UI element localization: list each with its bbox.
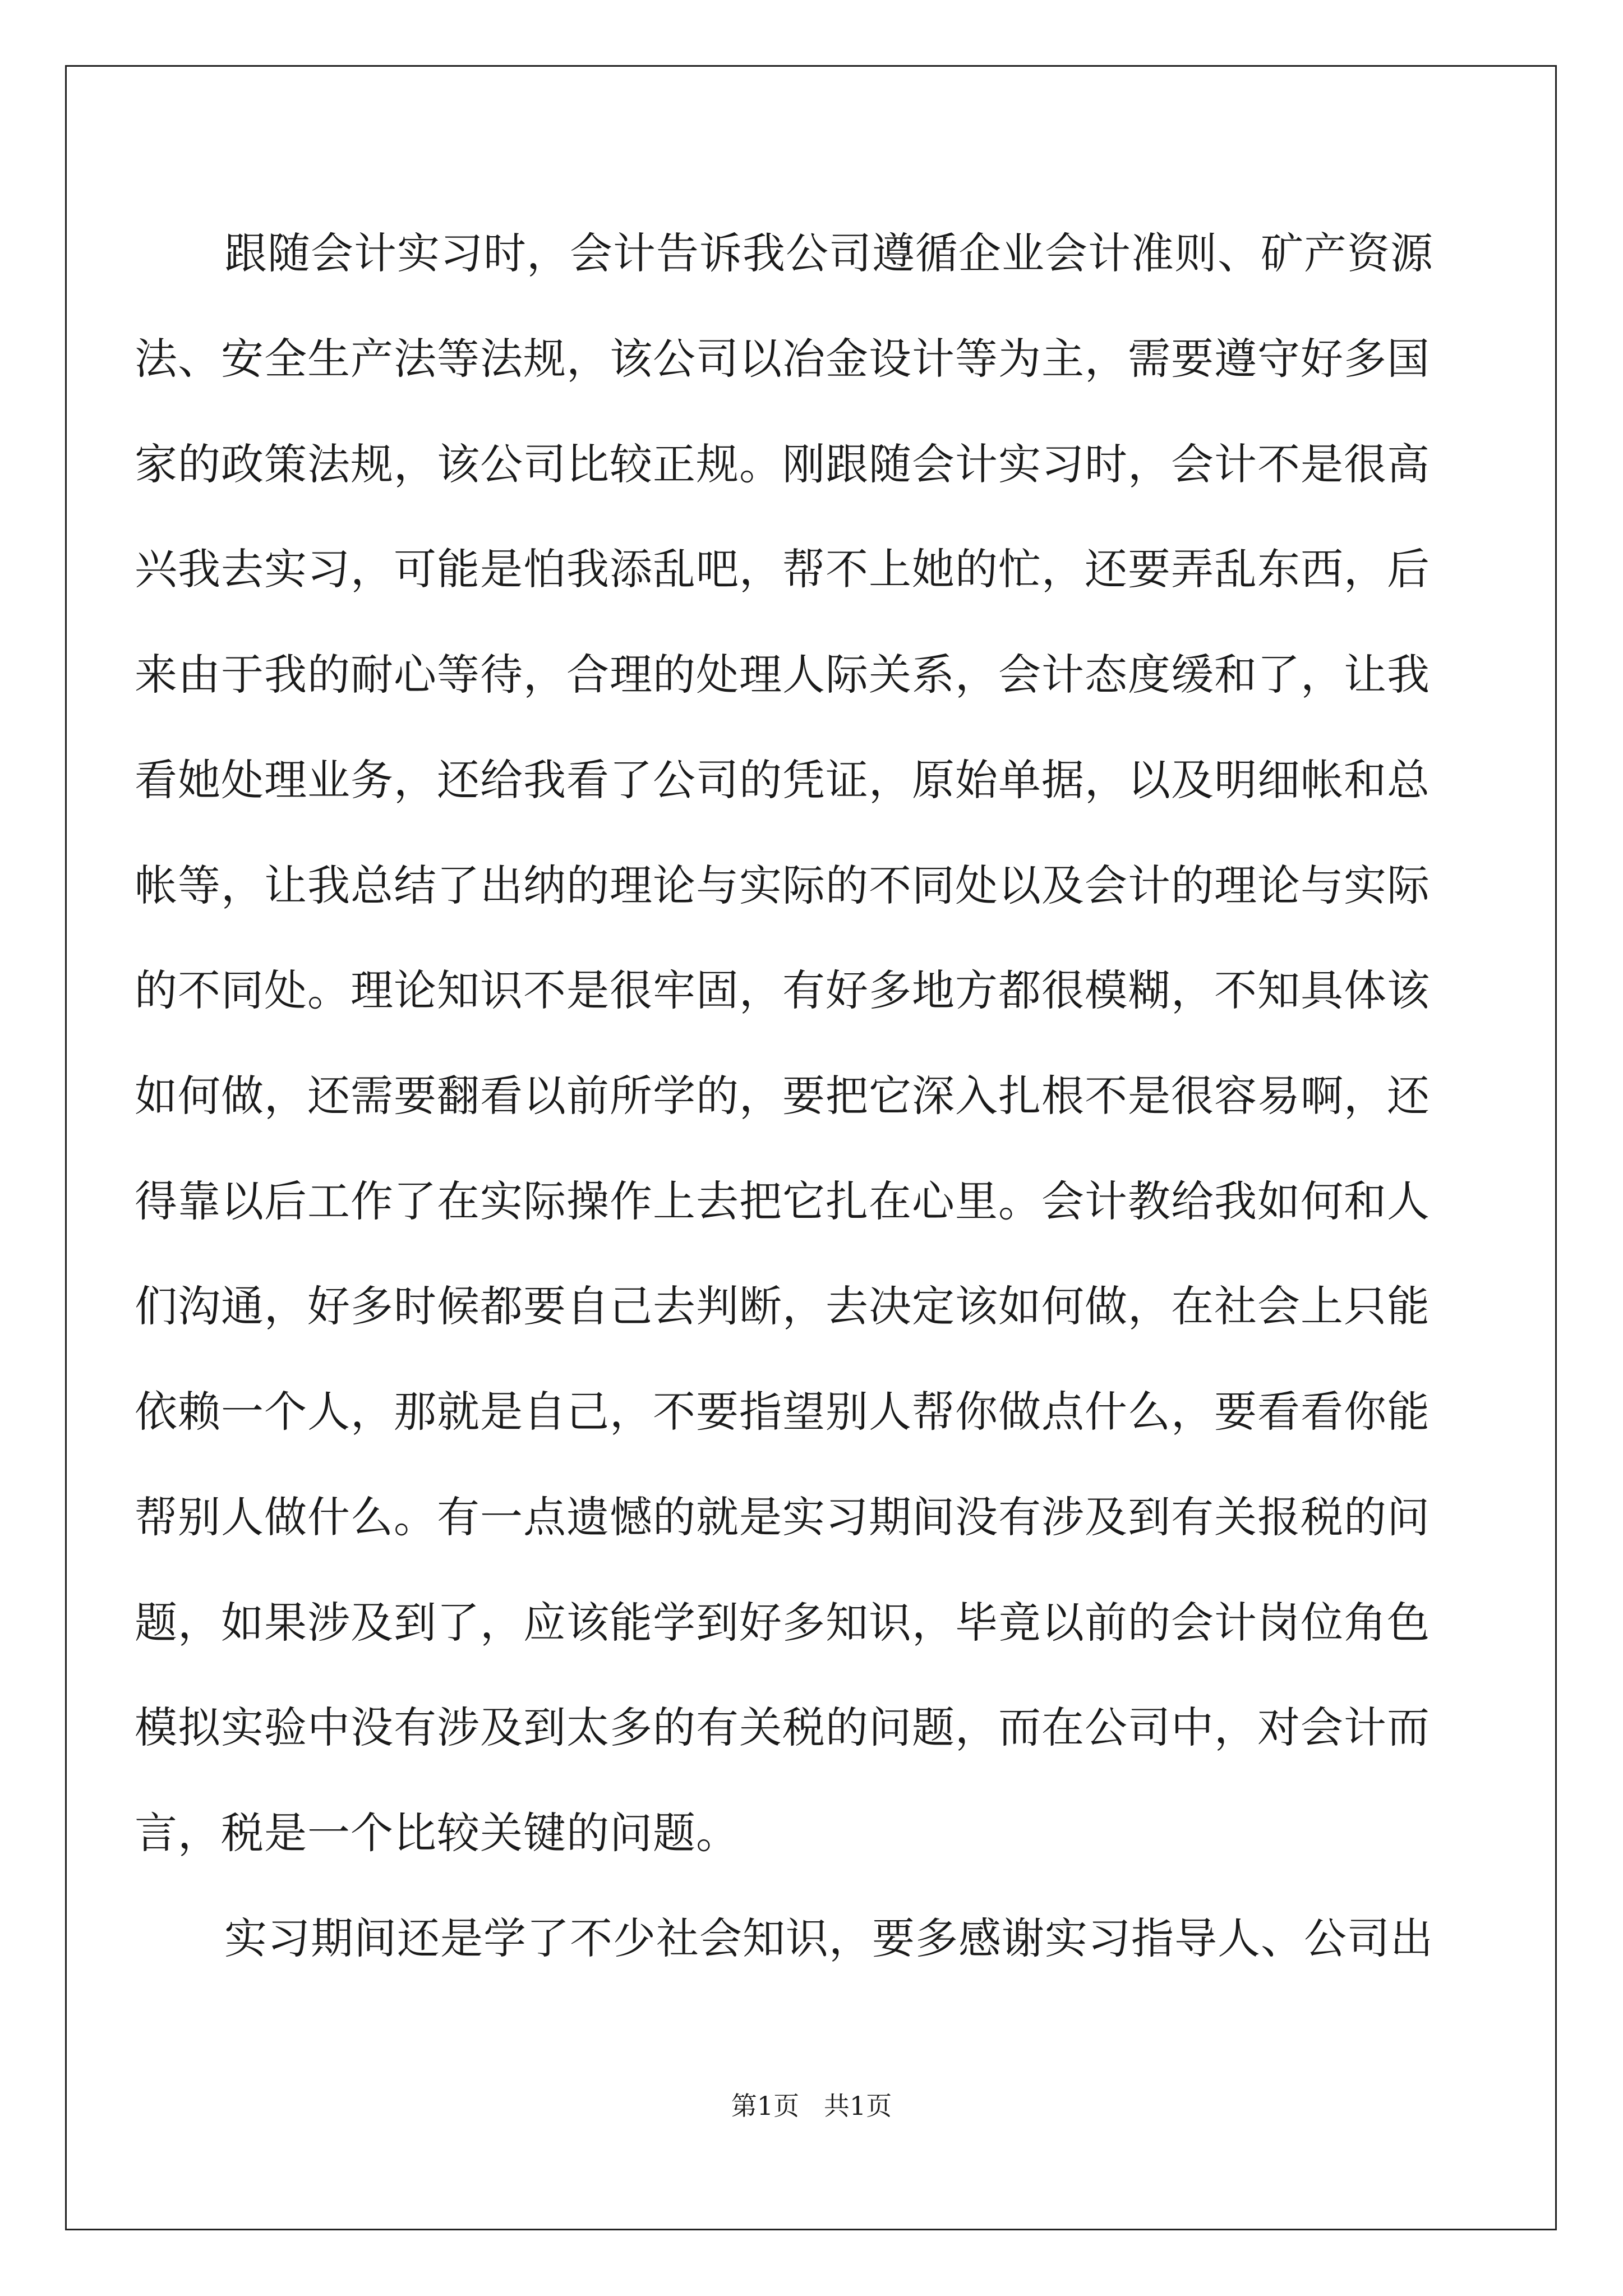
paragraph-1-line-8: 的不同处。理论知识不是很牢固，有好多地方都很模糊，不知具体该 bbox=[135, 965, 1430, 1015]
paragraph-1-line-15: 模拟实验中没有涉及到太多的有关税的问题，而在公司中，对会计而 bbox=[135, 1703, 1430, 1752]
paragraph-1-line-11: 们沟通，好多时候都要自己去判断，去决定该如何做，在社会上只能 bbox=[135, 1281, 1430, 1331]
paragraph-1-line-14: 题，如果涉及到了，应该能学到好多知识，毕竟以前的会计岗位角色 bbox=[135, 1598, 1430, 1648]
paragraph-1-line-13: 帮别人做什么。有一点遗憾的就是实习期间没有涉及到有关报税的问 bbox=[135, 1492, 1430, 1542]
paragraph-1-line-7: 帐等，让我总结了出纳的理论与实际的不同处以及会计的理论与实际 bbox=[135, 861, 1430, 910]
page-number-footer: 第1页 共1页 bbox=[731, 2091, 892, 2121]
paragraph-2-line-1: 实习期间还是学了不少社会知识，要多感谢实习指导人、公司出 bbox=[224, 1913, 1433, 1963]
paragraph-1-line-12: 依赖一个人，那就是自己，不要指望别人帮你做点什么，要看看你能 bbox=[135, 1387, 1430, 1437]
paragraph-1-line-4: 兴我去实习，可能是怕我添乱吧，帮不上她的忙，还要弄乱东西，后 bbox=[135, 544, 1430, 594]
paragraph-1-line-6: 看她处理业务，还给我看了公司的凭证，原始单据，以及明细帐和总 bbox=[135, 755, 1430, 805]
paragraph-1-line-10: 得靠以后工作了在实际操作上去把它扎在心里。会计教给我如何和人 bbox=[135, 1176, 1430, 1226]
paragraph-1-line-2: 法、安全生产法等法规，该公司以冶金设计等为主，需要遵守好多国 bbox=[135, 334, 1430, 384]
paragraph-1-line-16: 言，税是一个比较关键的问题。 bbox=[135, 1808, 739, 1858]
paragraph-1-line-9: 如何做，还需要翻看以前所学的，要把它深入扎根不是很容易啊，还 bbox=[135, 1071, 1430, 1121]
paragraph-1-line-3: 家的政策法规，该公司比较正规。刚跟随会计实习时，会计不是很高 bbox=[135, 439, 1430, 489]
paragraph-1-line-1: 跟随会计实习时，会计告诉我公司遵循企业会计准则、矿产资源 bbox=[224, 228, 1433, 278]
paragraph-1-line-5: 来由于我的耐心等待，合理的处理人际关系，会计态度缓和了，让我 bbox=[135, 650, 1430, 700]
